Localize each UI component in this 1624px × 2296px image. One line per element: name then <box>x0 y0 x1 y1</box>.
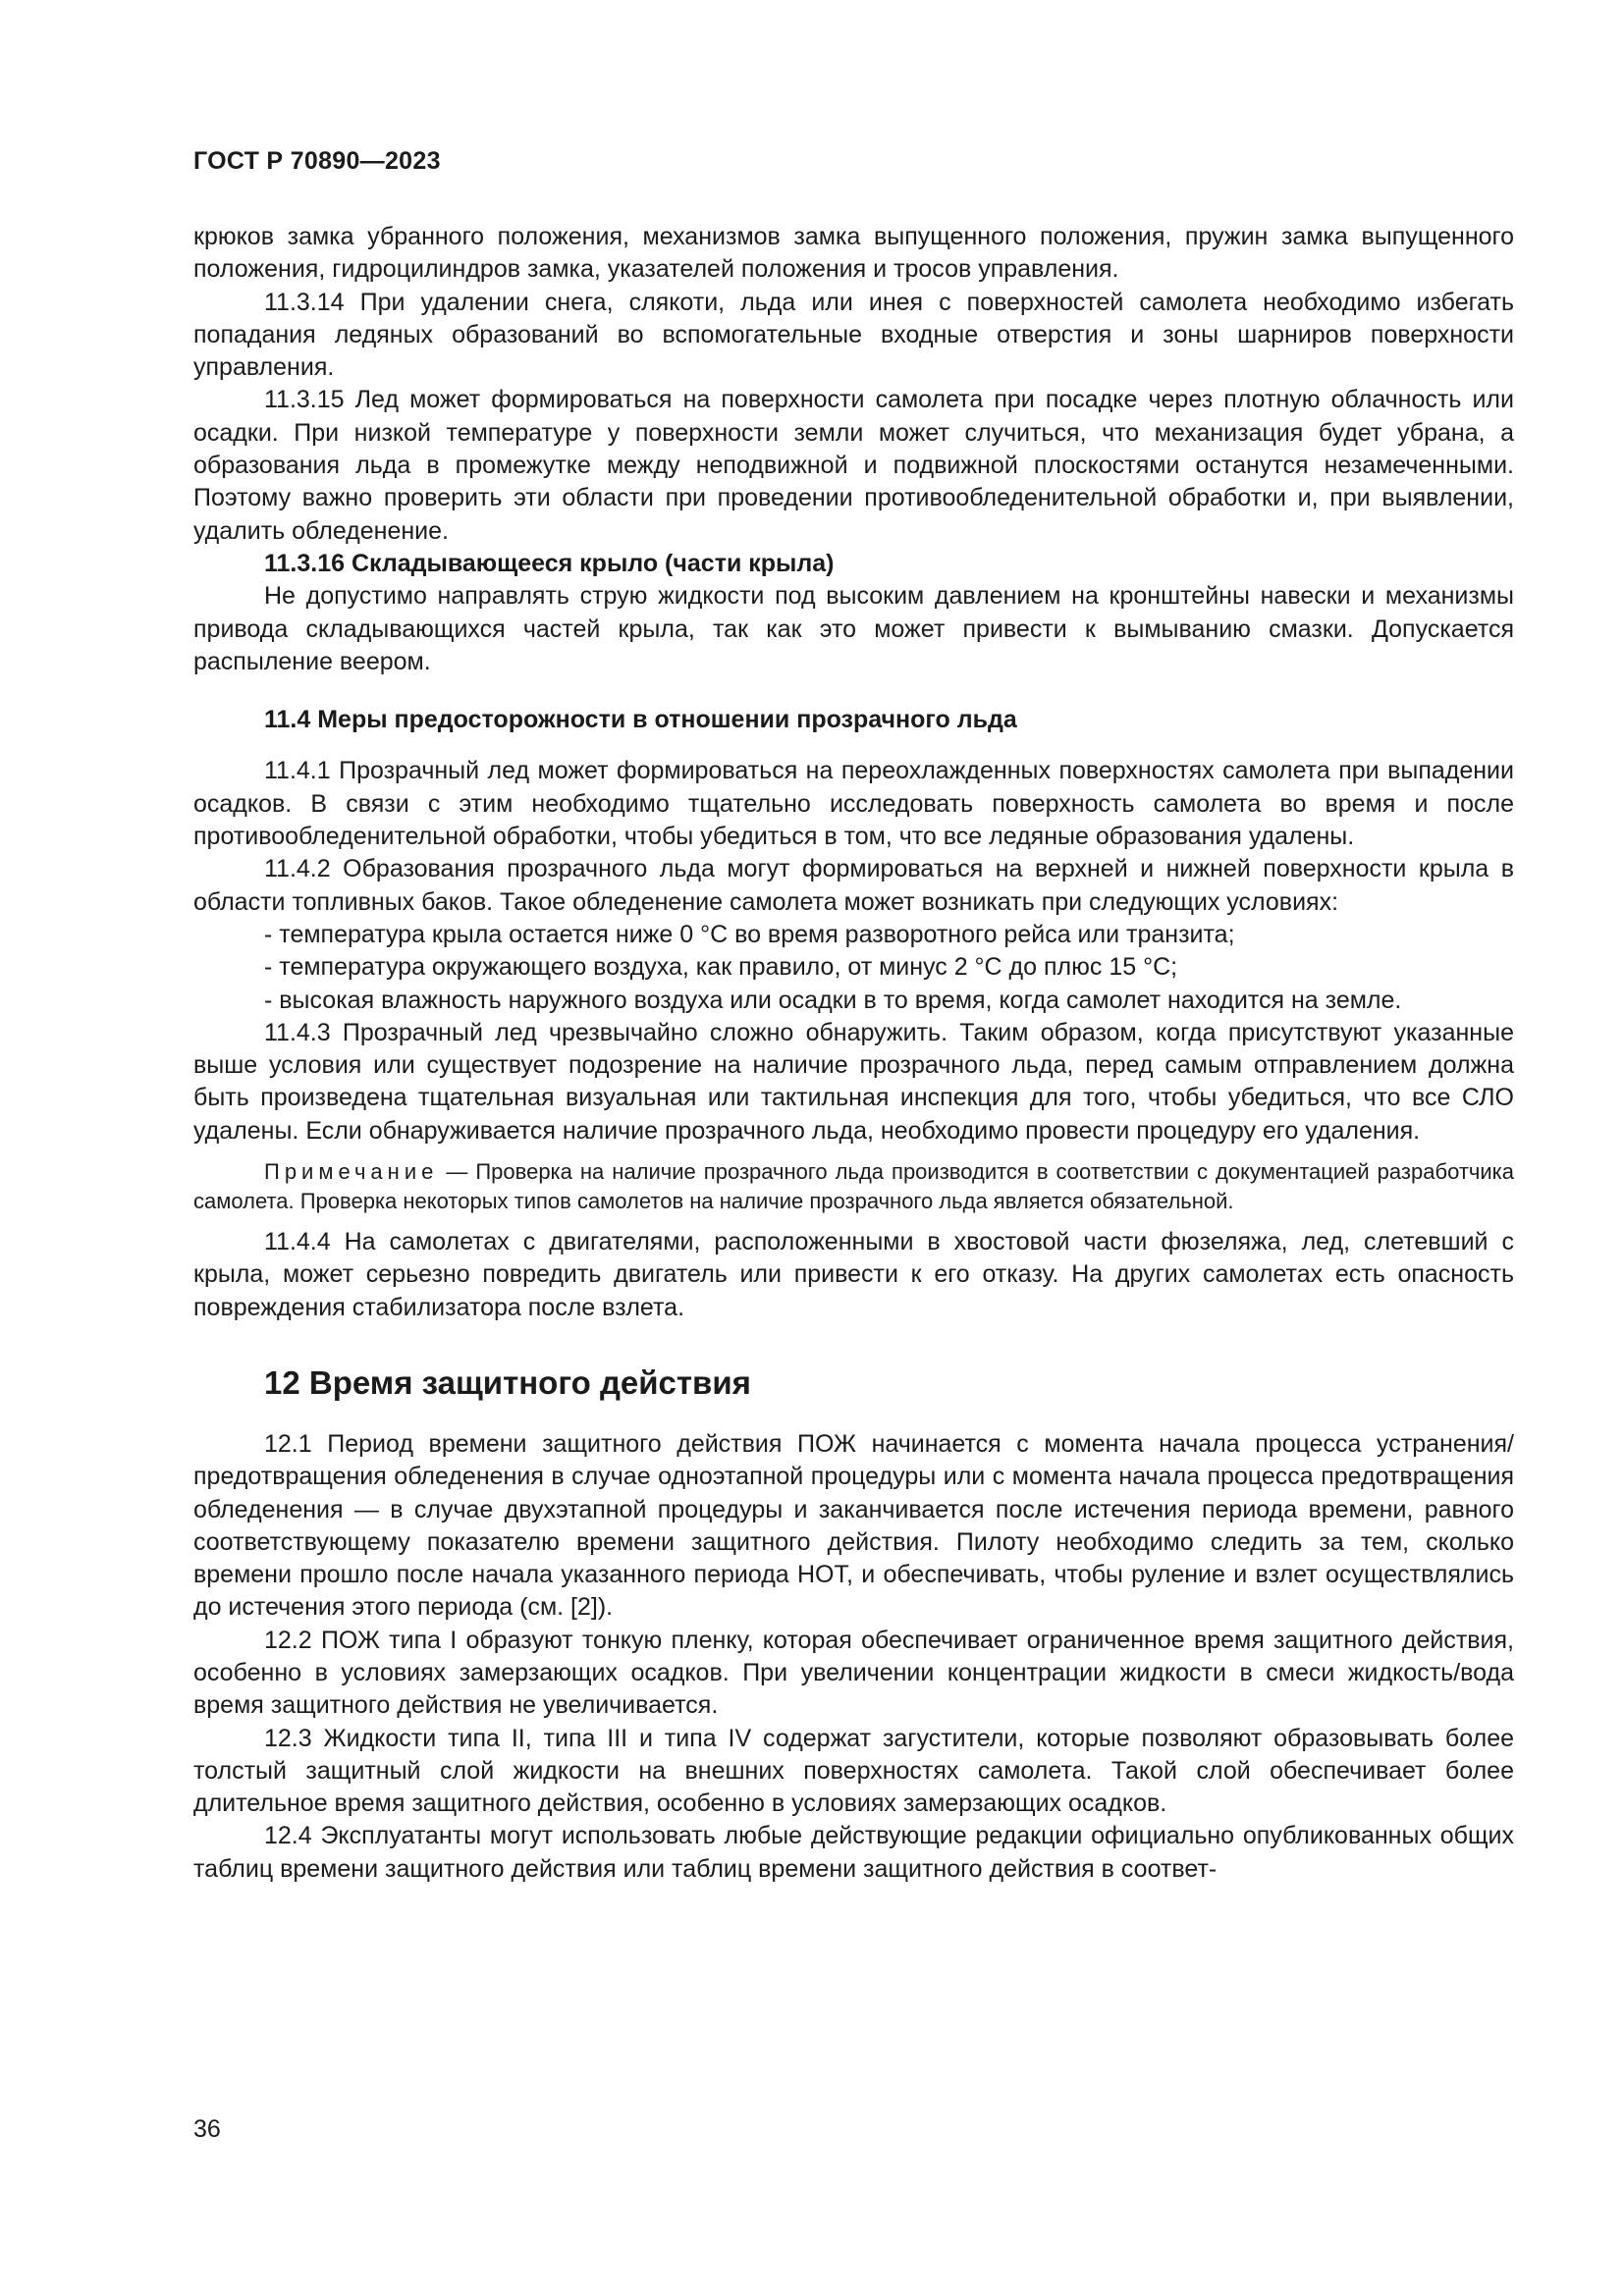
paragraph-11-4-4: 11.4.4 На самолетах с двигателями, расположенными в хвостовой части фюзеляжа, лед, слетевший с крыла, может серьезно повредить двигатель или привести к его отказу. На других самолетах есть опасность повреждения стабилизатора после взлета. <box>193 1228 1514 1321</box>
paragraph-12-3: 12.3 Жидкости типа II, типа III и типа IV содержат загустители, которые позволяют образовывать более толстый защитный слой жидкости на внешних поверхностях самолета. Такой слой обеспечивает более длительное время защитного действия, особенно в условиях замерзающих осадков. <box>193 1724 1514 1818</box>
paragraph-11-3-14: 11.3.14 При удалении снега, слякоти, льда или инея с поверхностей самолета необходимо избегать попадания ледяных образований во вспомогательные входные отверстия и зоны шарниров поверхности управления. <box>193 288 1514 382</box>
paragraph-11-4-1: 11.4.1 Прозрачный лед может формироваться на переохлажденных поверхностях самолета при выпадении осадков. В связи с этим необходимо тщательно исследовать поверхность самолета во время и после противообледенительной обработки, чтобы убедиться в том, что все ледяные образования удалены. <box>193 757 1514 851</box>
document-page <box>193 0 1514 2296</box>
paragraph-11-3-16: Не допустимо направлять струю жидкости под высоким давлением на кронштейны навески и механизмы привода складывающихся частей крыла, так как это может привести к вымыванию смазки. Допускается распыление веером. <box>193 582 1514 675</box>
list-item: - температура окружающего воздуха, как правило, от минус 2 °С до плюс 15 °С; <box>264 953 1178 982</box>
heading-12: 12 Время защитного действия <box>264 1363 751 1401</box>
paragraph-12-4: 12.4 Эксплуатанты могут использовать любые действующие редакции официально опубликованных общих таблиц времени защитного действия или таблиц времени защитного действия в соответ- <box>193 1822 1514 1883</box>
heading-11-4: 11.4 Меры предосторожности в отношении прозрачного льда <box>264 706 1017 734</box>
document-header: ГОСТ Р 70890—2023 <box>193 147 441 175</box>
paragraph-11-3-15: 11.3.15 Лед может формироваться на поверхности самолета при посадке через плотную облачность или осадки. При низкой температуре у поверхности земли может случиться, что механизация будет убрана, а образования льда в промежутке между неподвижной и подвижной плоскостями останутся незамеченными. Поэтому важно проверить эти области при проведении противообледенительной обработки и, при выявлении, удалить обледенение. <box>193 386 1514 545</box>
heading-11-3-16: 11.3.16 Складывающееся крыло (части крыла) <box>264 549 835 577</box>
page-number: 36 <box>193 2115 221 2143</box>
note-label: Примечание <box>264 1159 439 1185</box>
paragraph-12-1: 12.1 Период времени защитного действия ПОЖ начинается с момента начала процесса устранения/предотвращения обледенения в случае одноэтапной процедуры или с момента начала процесса предотвращения обледенения — в случае двухэтапной процедуры и заканчивается после истечения периода времени, равного соответствующему показателю времени защитного действия. Пилоту необходимо следить за тем, сколько времени прошло после начала указанного периода НОТ, и обеспечивать, чтобы руление и взлет осуществлялись до истечения этого периода (см. [2]). <box>193 1429 1514 1622</box>
paragraph-11-4-2: 11.4.2 Образования прозрачного льда могут формироваться на верхней и нижней поверхности крыла в области топливных баков. Такое обледенение самолета может возникать при следующих условиях: <box>193 855 1514 916</box>
note <box>193 1157 1514 1216</box>
list-item: - температура крыла остается ниже 0 °С во время разворотного рейса или транзита; <box>264 920 1235 948</box>
paragraph-continuation: крюков замка убранного положения, механизмов замка выпущенного положения, пружин замка выпущенного положения, гидроцилиндров замка, указателей положения и тросов управления. <box>193 223 1514 284</box>
list-item: - высокая влажность наружного воздуха или осадки в то время, когда самолет находится на земле. <box>264 986 1402 1014</box>
paragraph-12-2: 12.2 ПОЖ типа I образуют тонкую пленку, которая обеспечивает ограниченное время защитного действия, особенно в условиях замерзающих осадков. При увеличении концентрации жидкости в смеси жидкость/вода время защитного действия не увеличивается. <box>193 1626 1514 1720</box>
document-body <box>193 221 1514 1886</box>
paragraph-11-4-3: 11.4.3 Прозрачный лед чрезвычайно сложно обнаружить. Таким образом, когда присутствуют указанные выше условия или существует подозрение на наличие прозрачного льда, перед самым отправлением должна быть произведена тщательная визуальная или тактильная инспекция для того, чтобы убедиться, что все СЛО удалены. Если обнаруживается наличие прозрачного льда, необходимо провести процедуру его удаления. <box>193 1018 1514 1145</box>
note-text: — Проверка на наличие прозрачного льда производится в соответствии с документацией разработчика самолета. Проверка некоторых типов самолетов на наличие прозрачного льда является обязательной. <box>193 1159 1514 1214</box>
